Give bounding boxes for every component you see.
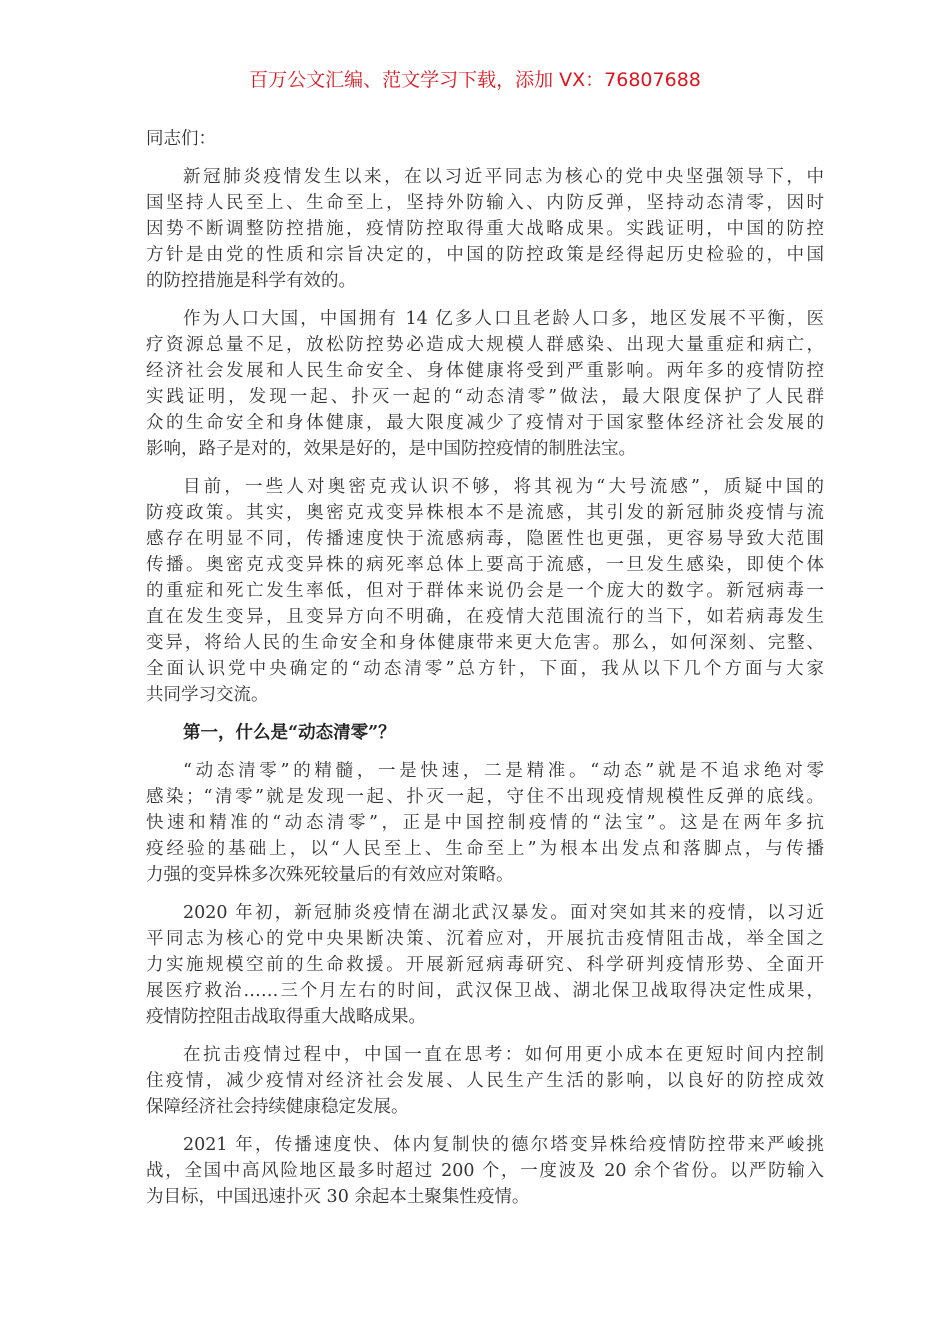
paragraph-line: 影响，路子是对的，效果是好的，是中国防控疫情的制胜法宝。 <box>146 439 636 459</box>
paragraph-line: 新冠肺炎疫情发生以来，在以习近平同志为核心的党中央坚强领导下，中 <box>183 167 824 187</box>
paragraph-line: 国坚持人民至上、生命至上，坚持外防输入、内防反弹，坚持动态清零，因时 <box>146 193 824 213</box>
paragraph-line: 2021 年，传播速度快、体内复制快的德尔塔变异株给疫情防控带来严峻挑 <box>183 1135 824 1155</box>
paragraph-line: 在抗击疫情过程中，中国一直在思考：如何用更小成本在更短时间内控制 <box>183 1045 824 1065</box>
paragraph-line: 疗资源总量不足，放松防控势必造成大规模人群感染、出现大量重症和病亡， <box>146 335 824 355</box>
paragraph-line: 平同志为核心的党中央果断决策、沉着应对，开展抗击疫情阻击战，举全国之 <box>146 929 824 949</box>
paragraph-line: 实践证明，发现一起、扑灭一起的“动态清零”做法，最大限度保护了人民群 <box>146 387 824 407</box>
paragraph-6 <box>146 1042 826 1120</box>
paragraph-2 <box>146 306 826 462</box>
paragraph-line: 作为人口大国，中国拥有 14 亿多人口且老龄人口多，地区发展不平衡，医 <box>183 309 824 329</box>
paragraph-3 <box>146 474 826 708</box>
paragraph-line: 战，全国中高风险地区最多时超过 200 个，一度波及 20 余个省份。以严防输入 <box>146 1161 824 1181</box>
paragraph-1 <box>146 164 826 294</box>
paragraph-line: 疫经验的基础上，以“人民至上、生命至上”为根本出发点和落脚点，与传播 <box>146 839 824 859</box>
paragraph-line: 的重症和死亡发生率低，但对于群体来说仍会是一个庞大的数字。新冠病毒一 <box>146 581 824 601</box>
paragraph-line: 共同学习交流。 <box>146 685 269 705</box>
paragraph-line: 方针是由党的性质和宗旨决定的，中国的防控政策是经得起历史检验的，中国 <box>146 245 824 265</box>
paragraph-line: 目前，一些人对奥密克戎认识不够，将其视为“大号流感”，质疑中国的 <box>183 477 824 497</box>
paragraph-line: 力实施规模空前的生命救援。开展新冠病毒研究、科学研判疫情形势、全面开 <box>146 955 824 975</box>
paragraph-line: 2020 年初，新冠肺炎疫情在湖北武汉暴发。面对突如其来的疫情，以习近 <box>183 903 824 923</box>
section-heading-1 <box>146 720 826 746</box>
paragraph-4 <box>146 758 826 888</box>
paragraph-line: 因势不断调整防控措施，疫情防控取得重大战略成果。实践证明，中国的防控 <box>146 219 824 239</box>
paragraph-line: 力强的变异株多次殊死较量后的有效应对策略。 <box>146 865 514 885</box>
paragraph-line: 疫情防控阻击战取得重大战略成果。 <box>146 1007 426 1027</box>
paragraph-line: “动态清零”的精髓，一是快速，二是精准。“动态”就是不追求绝对零 <box>183 761 824 781</box>
paragraph-5 <box>146 900 826 1030</box>
paragraph-line: 众的生命安全和身体健康，最大限度减少了疫情对于国家整体经济社会发展的 <box>146 413 824 433</box>
paragraph-line: 感存在明显不同，传播速度快于流感病毒，隐匿性也更强，更容易导致大范围 <box>146 529 824 549</box>
paragraph-line: 的防控措施是科学有效的。 <box>146 271 356 291</box>
paragraph-line: 经济社会发展和人民生命安全、身体健康将受到严重影响。两年多的疫情防控 <box>146 361 824 381</box>
watermark-header: 百万公文汇编、范文学习下载，添加 VX：76807688 <box>249 69 701 91</box>
paragraph-line: 变异，将给人民的生命安全和身体健康带来更大危害。那么，如何深刻、完整、 <box>146 633 824 653</box>
paragraph-line: 保障经济社会持续健康稳定发展。 <box>146 1097 409 1117</box>
paragraph-line: 防疫政策。其实，奥密克戎变异株根本不是流感，其引发的新冠肺炎疫情与流 <box>146 503 824 523</box>
paragraph-line: 传播。奥密克戎变异株的病死率总体上要高于流感，一旦发生感染，即使个体 <box>146 555 824 575</box>
paragraph-line: 全面认识党中央确定的“动态清零”总方针，下面，我从以下几个方面与大家 <box>146 659 824 679</box>
salutation: 同志们： <box>146 129 216 149</box>
paragraph-line: 展医疗救治……三个月左右的时间，武汉保卫战、湖北保卫战取得决定性成果， <box>146 981 824 1001</box>
paragraph-line: 直在发生变异，且变异方向不明确，在疫情大范围流行的当下，如若病毒发生 <box>146 607 824 627</box>
paragraph-line: 感染；“清零”就是发现一起、扑灭一起，守住不出现疫情规模性反弹的底线。 <box>146 787 824 807</box>
section-heading: 第一，什么是“动态清零”？ <box>183 723 396 743</box>
paragraph-line: 快速和精准的“动态清零”，正是中国控制疫情的“法宝”。这是在两年多抗 <box>146 813 824 833</box>
paragraph-line: 住疫情，减少疫情对经济社会发展、人民生产生活的影响，以良好的防控成效 <box>146 1071 824 1091</box>
paragraph-line: 为目标，中国迅速扑灭 30 余起本土聚集性疫情。 <box>146 1187 530 1207</box>
paragraph-7 <box>146 1132 826 1210</box>
document-body <box>146 126 826 1222</box>
